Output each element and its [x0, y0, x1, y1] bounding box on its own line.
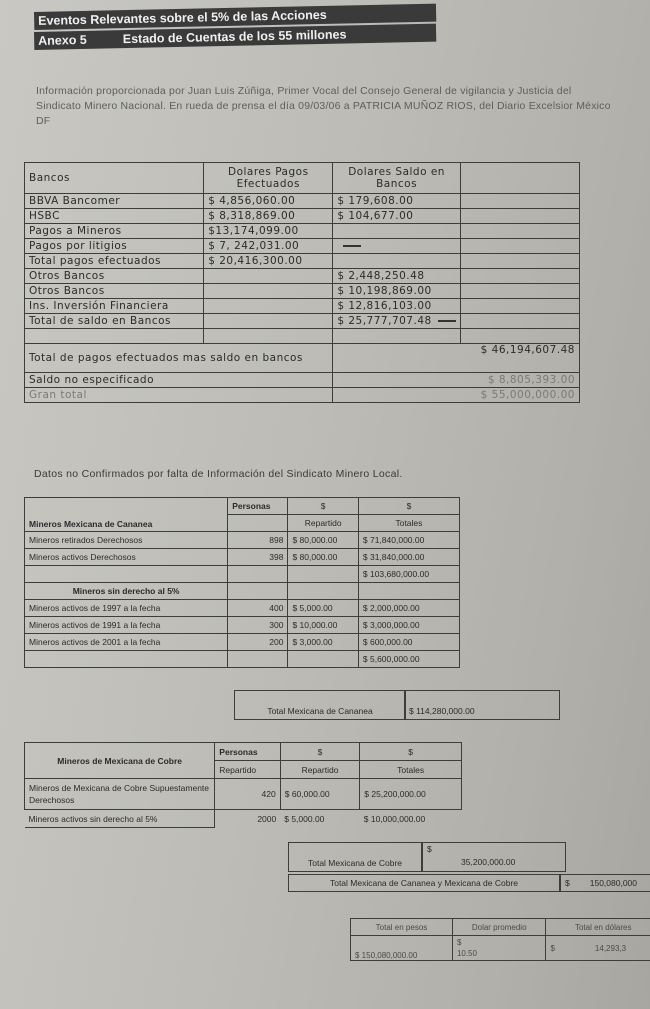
summary-header-dollar: Dolar promedio: [452, 919, 546, 936]
arrow-mark: [438, 320, 456, 322]
table-row: [25, 299, 580, 314]
header-totals-currency: $: [360, 743, 462, 761]
bank-accounts-table: [24, 162, 580, 403]
title-line-1: Eventos Relevantes sobre el 5% de las Acciones: [34, 4, 436, 30]
table-row: [351, 936, 650, 961]
table-header-row: [25, 498, 460, 515]
row-empty: [228, 566, 288, 583]
intro-paragraph: Información proporcionada por Juan Luis Zúñiga, Primer Vocal del Consejo General de vigilancia y Justicia del Sindicato Minero Nacional. En rueda de prensa el día 09/03/06 a PATRICIA MUÑOZ RIOS, del Diario Excelsior México DF: [36, 85, 611, 127]
row-empty: [288, 583, 358, 600]
row-total: $ 2,000,000.00: [358, 600, 459, 617]
cobre-total-value-box: [422, 842, 566, 872]
row-empty: [333, 329, 460, 344]
row-people: 420: [215, 779, 280, 810]
row-distributed: $ 3,000.00: [288, 634, 358, 651]
row-payments: $ 4,856,060.00: [204, 194, 333, 209]
row-total: $ 71,840,000.00: [358, 532, 459, 549]
summary-table: [350, 918, 650, 961]
annex-label: Anexo 5: [38, 32, 87, 48]
row-empty: [460, 299, 579, 314]
row-balance: $ 10,198,869.00: [333, 284, 460, 299]
cobre-total-value: 35,200,000.00: [461, 857, 516, 867]
row-empty: [460, 254, 579, 269]
summary-pesos-value: $ 150,080,000.00: [351, 936, 453, 961]
row-payments: $13,174,099.00: [204, 224, 333, 239]
row-balance-value: $ 25,777,707.48: [337, 314, 432, 327]
table-row: [25, 254, 580, 269]
header-people: Personas: [228, 498, 288, 515]
summary-dollar-cell: [452, 936, 546, 961]
row-payments: [204, 269, 333, 284]
table-row-spacer: [25, 329, 580, 344]
table-row: [25, 209, 580, 224]
grand-total-label: Gran total: [25, 388, 333, 403]
header-totals: Totales: [358, 515, 459, 532]
row-empty: [288, 651, 358, 668]
header-empty: [228, 515, 288, 532]
row-empty: [288, 566, 358, 583]
row-label: Mineros activos de 1991 a la fecha: [25, 617, 228, 634]
table-row: [25, 532, 460, 549]
row-empty: [25, 329, 204, 344]
table-row: [25, 549, 460, 566]
row-distributed: $ 80,000.00: [288, 532, 358, 549]
table-row: [25, 810, 462, 828]
row-total: $ 10,000,000.00: [363, 813, 426, 824]
header-totals: Totales: [360, 761, 462, 779]
row-empty: [228, 583, 288, 600]
cananea-total-label: Total Mexicana de Cananea: [234, 690, 406, 720]
header-distributed-currency: $: [288, 498, 358, 515]
row-empty: [228, 651, 288, 668]
row-label: Ins. Inversión Financiera: [25, 299, 204, 314]
summary-total-dollars-value: 14,293,3: [594, 943, 627, 953]
summary-total-dollars-cell: [546, 936, 650, 961]
row-label: HSBC: [25, 209, 204, 224]
row-label: BBVA Bancomer: [25, 194, 204, 209]
row-label: Mineros activos Derechosos: [25, 549, 228, 566]
row-label: Mineros activos sin derecho al 5%: [25, 810, 215, 828]
row-total: $ 25,200,000.00: [360, 779, 462, 810]
table-row: [25, 634, 460, 651]
header-banks: Bancos: [25, 163, 204, 194]
header-company: Mineros de Mexicana de Cobre: [25, 743, 215, 779]
row-total: $ 31,840,000.00: [358, 549, 459, 566]
row-empty: [460, 284, 579, 299]
summary-header-total-dollars: Total en dólares: [546, 919, 650, 936]
row-people: 2000: [257, 813, 277, 824]
row-distributed: $ 5,000.00: [284, 813, 325, 824]
row-payments: [204, 299, 333, 314]
combined-total-currency: $: [565, 878, 570, 888]
table-row: [25, 651, 460, 668]
table-row-total-combined: [25, 344, 580, 373]
row-label: Mineros retirados Derechosos: [25, 532, 228, 549]
row-balance: [333, 254, 460, 269]
header-payments: Dolares Pagos Efectuados: [204, 163, 333, 194]
row-empty: [460, 314, 579, 329]
table-row: [25, 779, 462, 810]
total-combined-value: $ 46,194,607.48: [333, 344, 580, 373]
arrow-mark: [343, 245, 361, 247]
row-label: Mineros de Mexicana de Cobre Supuestamente Derechosos: [25, 779, 215, 810]
table-row: [25, 373, 580, 388]
row-label: Mineros sin derecho al 5%: [25, 583, 228, 600]
row-balance: $ 2,448,250.48: [333, 269, 460, 284]
header-distributed-col: Repartido: [215, 761, 280, 779]
header-totals-currency: $: [358, 498, 459, 515]
row-people: 300: [228, 617, 288, 634]
row-payments: $ 7, 242,031.00: [204, 239, 333, 254]
row-balance: [333, 224, 460, 239]
header-distributed-currency: $: [280, 743, 360, 761]
row-label: Total pagos efectuados: [25, 254, 204, 269]
combined-total-label: Total Mexicana de Cananea y Mexicana de Cobre: [288, 874, 560, 892]
summary-dollar-currency: $: [456, 938, 462, 947]
table-row: [25, 583, 460, 600]
row-total: $ 5,600,000.00: [358, 651, 459, 668]
row-label: [25, 566, 228, 583]
row-people: 898: [228, 532, 288, 549]
row-payments: [204, 284, 333, 299]
table-row: [25, 388, 580, 403]
header-people: Personas: [215, 743, 280, 761]
table-header-row: [25, 163, 580, 194]
row-balance: [333, 314, 460, 329]
row-label: Mineros activos de 1997 a la fecha: [25, 600, 228, 617]
annex-title: Estado de Cuentas de los 55 millones: [122, 27, 347, 47]
row-empty: [25, 651, 228, 668]
table-row: [25, 600, 460, 617]
row-balance: $ 104,677.00: [333, 209, 460, 224]
row-balance: [333, 239, 460, 254]
cobre-total-label: Total Mexicana de Cobre: [288, 842, 422, 872]
table-row: [25, 617, 460, 634]
summary-dollar-value: 10.50: [456, 949, 477, 958]
row-label: Otros Bancos: [25, 269, 204, 284]
unspecified-value: $ 8,805,393.00: [333, 373, 580, 388]
total-combined-label: Total de pagos efectuados mas saldo en bancos: [25, 344, 333, 373]
unspecified-label: Saldo no especificado: [25, 373, 333, 388]
table-row: [25, 239, 580, 254]
header-distributed: Repartido: [280, 761, 360, 779]
row-distributed: $ 10,000.00: [288, 617, 358, 634]
row-label: Pagos por litigios: [25, 239, 204, 254]
row-empty: [204, 329, 333, 344]
row-empty: [460, 194, 579, 209]
row-empty: [460, 239, 579, 254]
table-row: [25, 224, 580, 239]
summary-header-pesos: Total en pesos: [351, 919, 453, 936]
row-label: Mineros activos de 2001 a la fecha: [25, 634, 228, 651]
header-company: Mineros Mexicana de Cananea: [25, 498, 228, 532]
table-row: [25, 284, 580, 299]
row-empty: [460, 224, 579, 239]
row-label: Otros Bancos: [25, 284, 204, 299]
cobre-table: [24, 742, 462, 828]
row-people: 400: [228, 600, 288, 617]
row-people: 398: [228, 549, 288, 566]
row-total: $ 3,000,000.00: [358, 617, 459, 634]
table-row: [25, 566, 460, 583]
row-people: 200: [228, 634, 288, 651]
row-label: Total de saldo en Bancos: [25, 314, 204, 329]
table-row: [25, 269, 580, 284]
cananea-table: [24, 497, 460, 668]
table-header-row: [351, 919, 650, 936]
row-empty: [460, 209, 579, 224]
row-payments: $ 8,318,869.00: [204, 209, 333, 224]
combined-total-value-box: [560, 874, 650, 892]
table-header-row: [25, 743, 462, 761]
row-distributed: $ 60,000.00: [280, 779, 360, 810]
table-row: [25, 314, 580, 329]
row-distributed: $ 80,000.00: [288, 549, 358, 566]
row-distributed: $ 5,000.00: [288, 600, 358, 617]
summary-total-dollars-currency: $: [550, 943, 555, 953]
row-payments: $ 20,416,300.00: [204, 254, 333, 269]
header-distributed: Repartido: [288, 515, 358, 532]
header-balance: Dolares Saldo en Bancos: [333, 163, 460, 194]
row-label: Pagos a Mineros: [25, 224, 204, 239]
row-total: $ 600,000.00: [358, 634, 459, 651]
combined-total-value: 150,080,000: [589, 878, 638, 888]
row-total: $ 103,680,000.00: [358, 566, 459, 583]
cobre-total-currency: $: [427, 844, 432, 854]
table-row: [25, 194, 580, 209]
unconfirmed-note: Datos no Confirmados por falta de Información del Sindicato Minero Local.: [34, 468, 403, 480]
row-payments: [204, 314, 333, 329]
header-empty: [460, 163, 579, 194]
row-balance: $ 12,816,103.00: [333, 299, 460, 314]
row-empty: [460, 329, 579, 344]
row-empty: [358, 583, 459, 600]
cananea-total-value: $ 114,280,000.00: [404, 690, 560, 720]
row-empty: [460, 269, 579, 284]
row-balance: $ 179,608.00: [333, 194, 460, 209]
grand-total-value: $ 55,000,000.00: [333, 388, 580, 403]
